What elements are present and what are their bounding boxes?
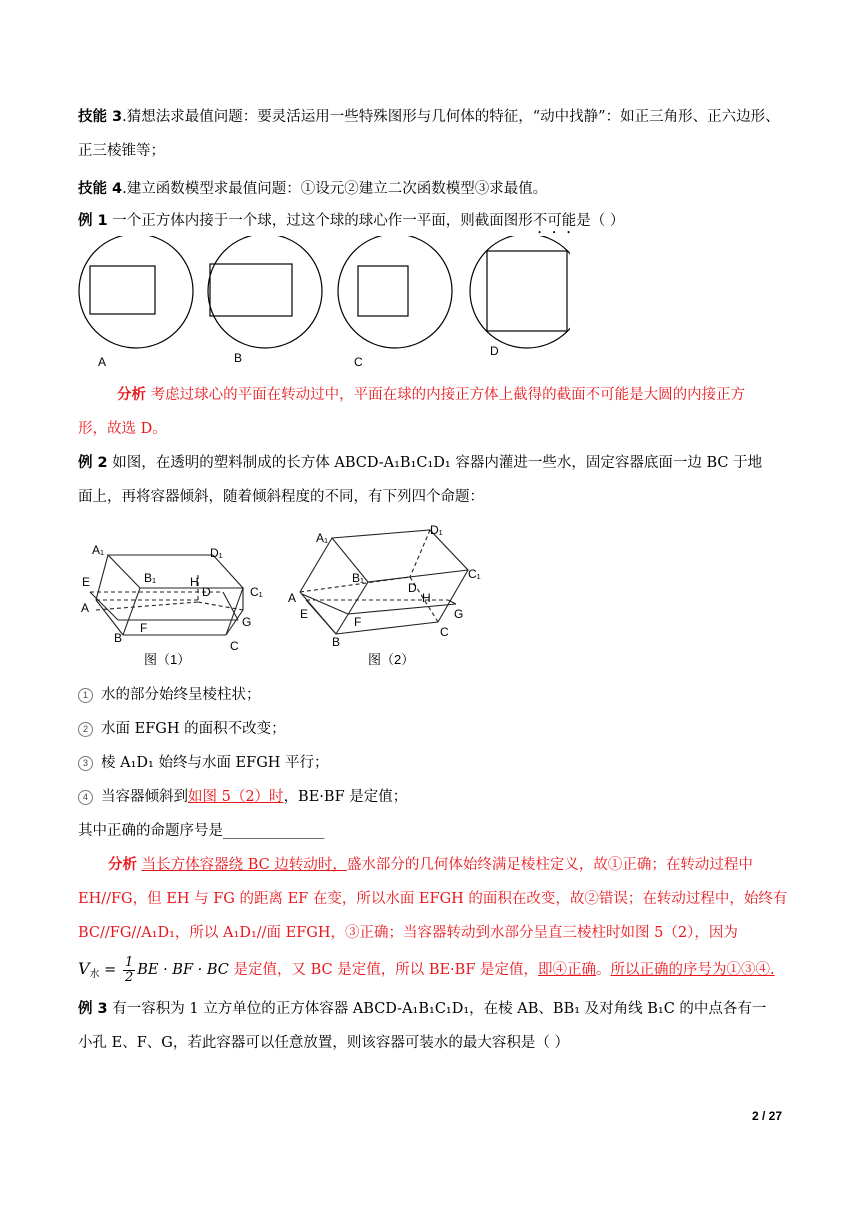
fig2-label-a: A <box>288 591 297 605</box>
option-c-label: C <box>354 355 363 369</box>
skill3-line1: 技能 3.猜想法求最值问题：要灵活运用一些特殊图形与几何体的特征，“动中找静”：如正三角形、正六边形、 <box>78 109 780 125</box>
fig1-label-a: A <box>81 601 90 615</box>
fig1-label-e: E <box>82 575 91 589</box>
example2-line1: 例 2 如图，在透明的塑料制成的长方体 ABCD-A₁B₁C₁D₁ 容器内灌进一些水，固定容器底面一边 BC 于地 <box>78 455 763 471</box>
proposition-4: 4 当容器倾斜到如图 5（2）时，BE·BF 是定值； <box>78 786 784 808</box>
option-b-label: B <box>234 351 243 365</box>
fig1-label-g: G <box>242 615 252 629</box>
fig1-label-d: D <box>202 585 211 599</box>
fig1-label-h: H <box>190 575 199 589</box>
example2-analysis-line1: 分析 当长方体容器绕 BC 边转动时，盛水部分的几何体始终满足棱柱定义，故①正确；在转动过程中 <box>108 857 753 873</box>
fig2-label-d1: D₁ <box>430 523 443 537</box>
figure-2-cuboid <box>288 522 498 670</box>
option-d-label: D <box>490 344 499 358</box>
fig2-label-f: F <box>354 615 362 629</box>
fig1-label-d1: D₁ <box>210 546 223 560</box>
proposition-3: 3 棱 A₁D₁ 始终与水面 EFGH 平行； <box>78 752 784 774</box>
fig2-label-g: G <box>454 607 464 621</box>
example2-analysis-line2: EH//FG，但 EH 与 FG 的距离 EF 在变，所以水面 EFGH 的面积在改变，故②错误；在转动过程中，始终有 <box>78 891 788 907</box>
fig1-label-b1: B₁ <box>144 571 157 585</box>
fig2-caption: 图（2） <box>368 652 415 667</box>
figure-1-cuboid <box>78 530 278 670</box>
example2-line2: 面上，再将容器倾斜，随着倾斜程度的不同，有下列四个命题： <box>78 489 484 505</box>
example3-line2: 小孔 E、F、G，若此容器可以任意放置，则该容器可装水的最大容积是（ ） <box>78 1035 569 1051</box>
option-d-figure <box>470 236 570 348</box>
fig2-label-b: B <box>332 635 341 649</box>
page-number: 2 / 27 <box>751 1109 782 1123</box>
fig1-label-a1: A₁ <box>92 543 105 557</box>
example2-question: 其中正确的命题序号是______________ <box>78 823 325 839</box>
option-b-figure <box>208 236 322 348</box>
skill3-line2: 正三棱锥等； <box>78 143 165 159</box>
fig1-label-c: C <box>230 639 239 653</box>
fig2-label-c1: C₁ <box>468 567 481 581</box>
example3-line1: 例 3 有一容积为 1 立方单位的正方体容器 ABCD-A₁B₁C₁D₁，在棱 AB、BB₁ 及对角线 B₁C 的中点各有一 <box>78 1001 767 1017</box>
skill4-line: 技能 4.建立函数模型求最值问题：①设元②建立二次函数模型③求最值。 <box>78 181 548 197</box>
example2-analysis-line3: BC//FG//A₁D₁，所以 A₁D₁//面 EFGH，③正确；当容器转动到水部分呈直三棱柱时如图 5（2），因为 <box>78 925 738 941</box>
fig2-label-a1: A₁ <box>316 531 329 545</box>
fig2-label-h: H <box>422 591 431 605</box>
fig1-label-c1: C₁ <box>250 585 263 599</box>
proposition-1: 1 水的部分始终呈棱柱状； <box>78 684 784 706</box>
fig2-label-c: C <box>440 625 449 639</box>
example1-question: 例 1 一个正方体内接于一个球，过这个球的球心作一平面，则截面图形不可能是（ ） <box>78 213 625 229</box>
option-c-figure <box>338 236 452 348</box>
example2-analysis-line4: $V_水$ = $\frac{1}{2}$ BE · BF · BC 是定值，又 BC 是定值，所以 BE·BF 是定值，即④正确。所以正确的序号为①③④. <box>78 954 775 985</box>
fig1-caption: 图（1） <box>144 652 191 667</box>
fig2-label-e: E <box>300 607 309 621</box>
proposition-2: 2 水面 EFGH 的面积不改变； <box>78 718 784 740</box>
option-a-figure <box>79 236 193 348</box>
example1-analysis-line2: 形，故选 D。 <box>78 421 167 437</box>
example1-analysis-line1: 分析 考虑过球心的平面在转动过中，平面在球的内接正方体上截得的截面不可能是大圆的内接正方 <box>117 387 746 403</box>
fig2-label-b1: B₁ <box>352 571 365 585</box>
option-a-label: A <box>98 355 107 369</box>
volume-formula: $V_水$ = $\frac{1}{2}$ BE · BF · BC <box>78 954 229 985</box>
example1-option-figures <box>70 236 570 374</box>
fig1-label-b: B <box>114 631 123 645</box>
fig2-label-d: D <box>408 581 417 595</box>
fig1-label-f: F <box>140 621 148 635</box>
